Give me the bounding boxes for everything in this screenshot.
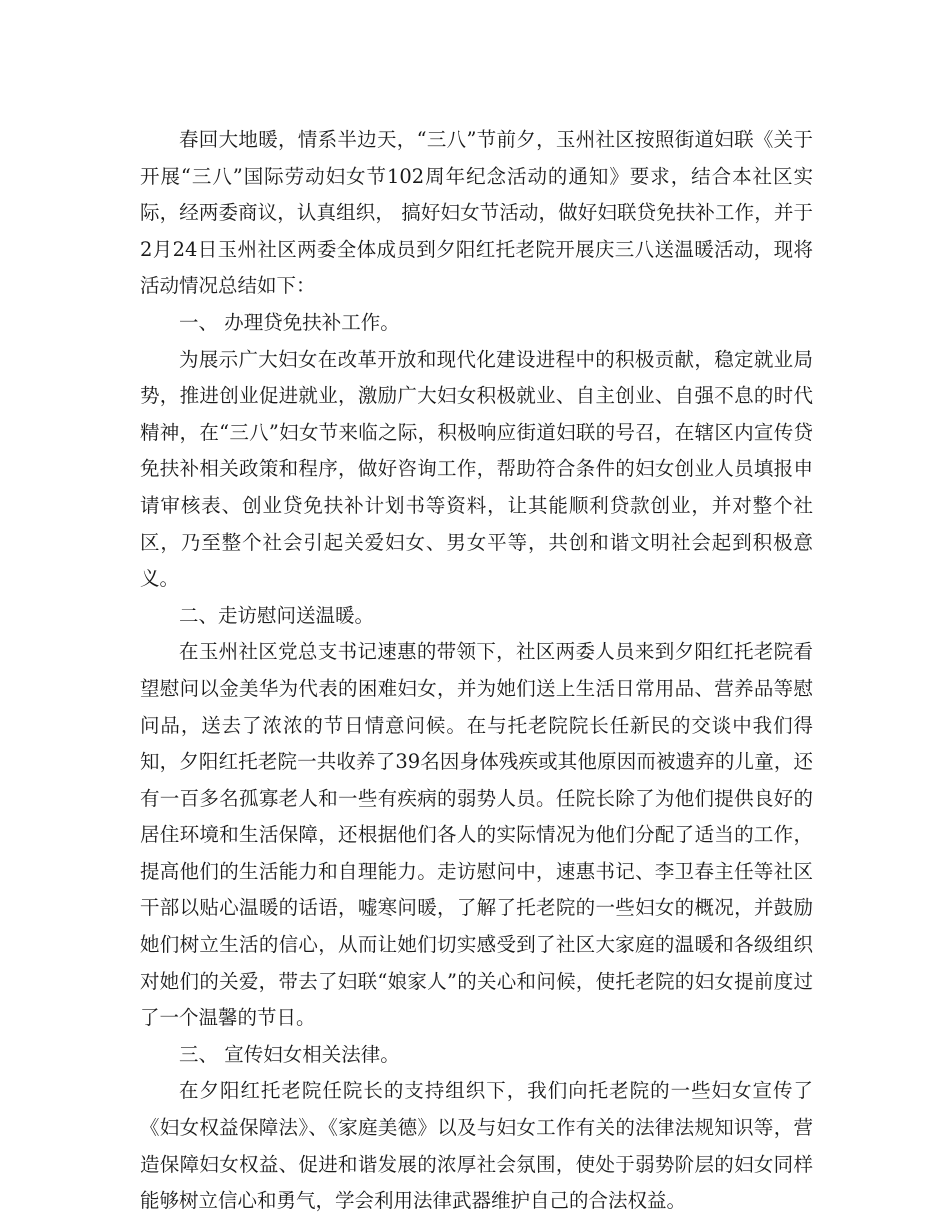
document-page xyxy=(140,122,813,1220)
section-heading-3: 三、 宣传妇女相关法律。 xyxy=(179,1042,400,1066)
section-heading-2: 二、走访慰问送温暖。 xyxy=(179,603,375,627)
section-1-paragraph: 为展示广大妇女在改革开放和现代化建设进程中的积极贡献，稳定就业局势，推进创业促进就业，激励广大妇女积极就业、自主创业、自强不息的时代精神，在“三八”妇女节来临之际，积极响应街道妇联的号召，在辖区内宣传贷免扶补相关政策和程序，做好咨询工作，帮助符合条件的妇女创业人员填报申请审核表、创业贷免扶补计划书等资料，让其能顺利贷款创业，并对整个社区，乃至整个社会引起关爱妇女、男女平等，共创和谐文明社会起到积极意义。 xyxy=(140,347,813,591)
section-3-paragraph: 在夕阳红托老院任院长的支持组织下，我们向托老院的一些妇女宣传了《妇女权益保障法》、《家庭美德》以及与妇女工作有关的法律法规知识等，营造保障妇女权益、促进和谐发展的浓厚社会氛围，使处于弱势阶层的妇女同样能够树立信心和勇气，学会利用法律武器维护自己的合法权益。 xyxy=(140,1079,813,1213)
section-heading-1: 一、 办理贷免扶补工作。 xyxy=(179,310,400,334)
section-2-paragraph: 在玉州社区党总支书记速惠的带领下，社区两委人员来到夕阳红托老院看望慰问以金美华为代表的困难妇女，并为她们送上生活日常用品、营养品等慰问品，送去了浓浓的节日情意问候。在与托老院院长任新民的交谈中我们得知，夕阳红托老院一共收养了39名因身体残疾或其他原因而被遗弃的儿童，还有一百多名孤寡老人和一些有疾病的弱势人员。任院长除了为他们提供良好的居住环境和生活保障，还根据他们各人的实际情况为他们分配了适当的工作，提高他们的生活能力和自理能力。走访慰问中，速惠书记、李卫春主任等社区干部以贴心温暖的话语，嘘寒问暖，了解了托老院的一些妇女的概况，并鼓励她们树立生活的信心，从而让她们切实感受到了社区大家庭的温暖和各级组织对她们的关爱，带去了妇联“娘家人”的关心和问候，使托老院的妇女提前度过了一个温馨的节日。 xyxy=(140,640,813,1030)
intro-paragraph: 春回大地暖，情系半边天，“三八”节前夕，玉州社区按照街道妇联《关于开展“三八”国际劳动妇女节102周年纪念活动的通知》要求，结合本社区实际，经两委商议，认真组织， 搞好妇女节活动，做好妇联贷免扶补工作，并于2月24日玉州社区两委全体成员到夕阳红托老院开展庆三八送温暖活动，现将活动情况总结如下： xyxy=(140,128,813,298)
